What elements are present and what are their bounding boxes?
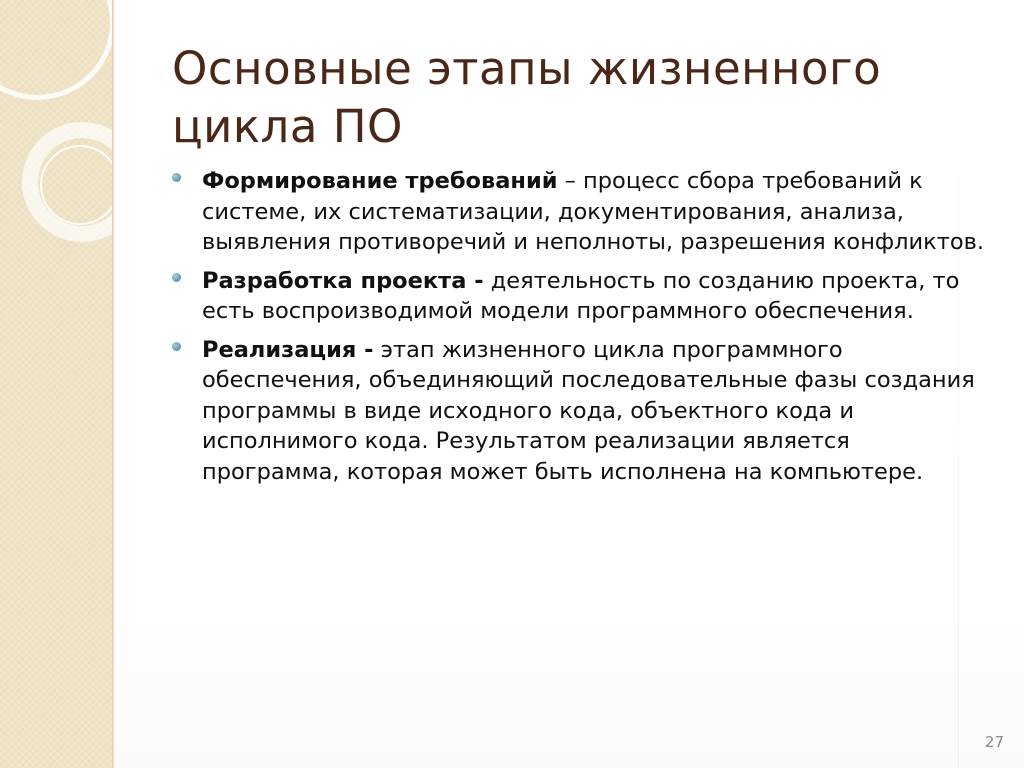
bullet-icon: [172, 173, 181, 182]
decorative-sidebar: [0, 0, 112, 768]
bullet-icon: [172, 342, 181, 351]
bullet-item-requirements: [172, 166, 992, 258]
slide-title-line-2: цикла ПО: [172, 100, 403, 153]
bullet-icon: [172, 273, 181, 282]
bullet-text: этап жизненного цикла программного обеспечения, объединяющий последовательные фазы создания программы в виде исходного кода, объектного кода и исполнимого кода. Результатом реализации является программа, которая может быть исполнена на компьютере.: [202, 336, 975, 485]
slide-title-line-1: Основные этапы жизненного: [172, 42, 882, 95]
bullet-term: Реализация -: [202, 336, 374, 363]
slide-title: [172, 40, 972, 156]
bullet-item-implementation: [172, 335, 992, 488]
bullet-text: – процесс сбора требований к системе, их систематизации, документирования, анализа, выявления противоречий и неполноты, разрешения конфликтов.: [202, 168, 985, 255]
page-number: 27: [984, 733, 1004, 751]
decorative-ring: [40, 145, 112, 225]
bullet-term: Формирование требований: [202, 168, 558, 194]
bullet-text: деятельность по созданию проекта, то есть воспроизводимой модели программного обеспечения.: [202, 267, 960, 324]
bullet-list: [172, 166, 992, 495]
decorative-ring: [0, 0, 112, 100]
bullet-term: Разработка проекта -: [202, 267, 484, 294]
bullet-item-design: [172, 266, 992, 327]
